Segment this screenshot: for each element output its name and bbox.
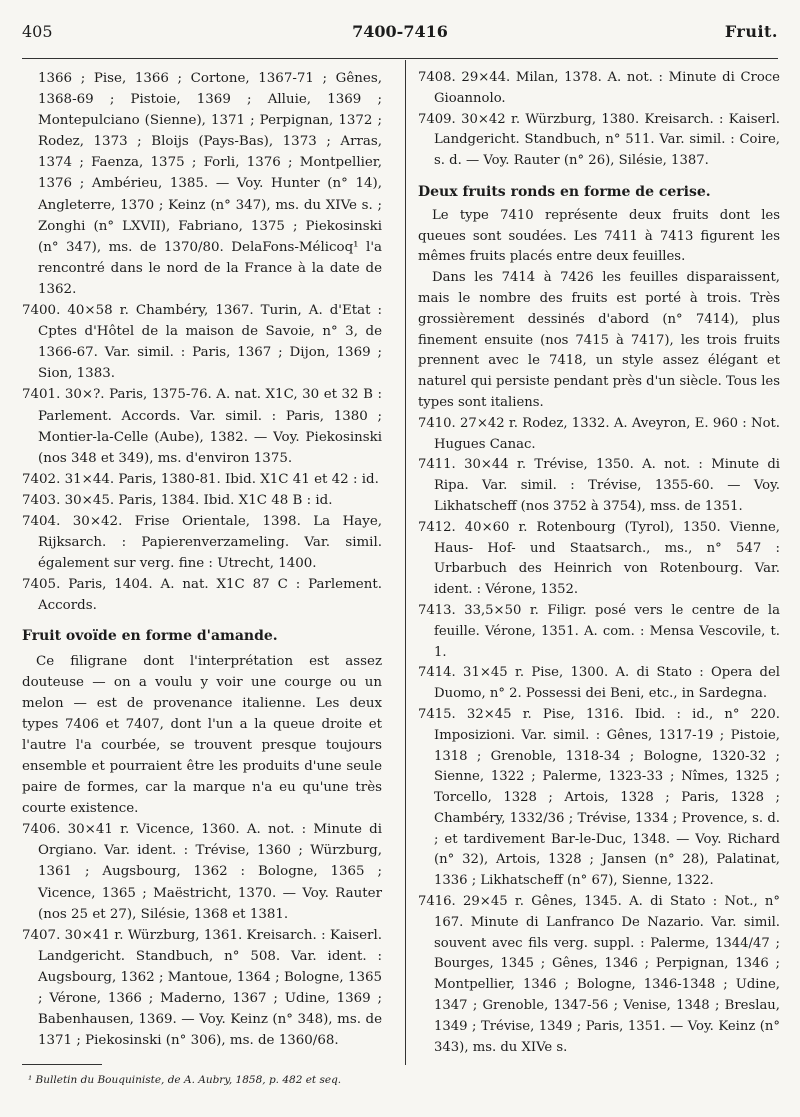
footnote-rule (22, 1064, 102, 1065)
entry-7406: 7406. 30×41 r. Vicence, 1360. A. not. : Minute di Orgiano. Var. ident. : Trévise, 1360 ; Würzburg, 1361 ; Augsbourg, 1362 : Bologne, 1365 ; Vicence, 1365 ; Maëstricht, 1370. — Voy. Rauter (nos 25 et 27), Silésie, 1368 et 1381. (22, 822, 382, 922)
left-column (22, 68, 382, 1051)
entry-7400: 7400. 40×58 r. Chambéry, 1367. Turin, A. d'Etat : Cptes d'Hôtel de la maison de Savoie, n° 3, de 1366-67. Var. simil. : Paris, 1367 ; Dijon, 1369 ; Sion, 1383. (22, 303, 382, 382)
entry-range: 7400-7416 (352, 22, 448, 41)
header-rule (22, 58, 778, 59)
entry-7415: 7415. 32×45 r. Pise, 1316. Ibid. : id., n° 220. Imposizioni. Var. simil. : Gênes, 1317-19 ; Pistoie, 1318 ; Grenoble, 1318-34 ; Bologne, 1320-32 ; Sienne, 1322 ; Palerme, 1323-33 ; Nîmes, 1325 ; Torcello, 1328 ; Artois, 1328 ; Paris, 1328 ; Chambéry, 1332/36 ; Trévise, 1334 ; Provence, s. d. ; et tardivement Bar-le-Duc, 1348. — Voy. Richard (n° 32), Artois, 1328 ; Jansen (n° 28), Palatinat, 1336 ; Likhatscheff (n° 67), Sienne, 1322. (418, 706, 780, 889)
continuation-text: 1366 ; Pise, 1366 ; Cortone, 1367-71 ; Gênes, 1368-69 ; Pistoie, 1369 ; Alluie, 1369 ; Montepulciano (Sienne), 1371 ; Perpignan, 1372 ; Rodez, 1373 ; Bloijs (Pays-Bas), 1373 ; Arras, 1374 ; Faenza, 1375 ; Forli, 1376 ; Montpellier, 1376 ; Ambérieu, 1385. — Voy. Hunter (n° 14), Angleterre, 1370 ; Keinz (n° 347), ms. du XIVe s. ; Zonghi (n° LXVII), Fabriano, 1375 ; Piekosinski (n° 347), ms. de 1370/80. DelaFons-Mélicoq¹ l'a rencontré dans le nord de la France à la date de 1362. (38, 71, 382, 297)
intro-paragraph-cherry-2: Dans les 7414 à 7426 les feuilles disparaissent, mais le nombre des fruits est porté à trois. Très grossièrement dessinés d'abord (n° 7414), plus finement ensuite (nos 7415 à 7417), les trois fruits prennent avec le 7418, un style assez élégant et naturel qui persiste pendant près d'un siècle. Tous les types sont italiens. (418, 270, 780, 410)
entry-7412: 7412. 40×60 r. Rotenbourg (Tyrol), 1350. Vienne, Haus- Hof- und Staatsarch., ms., n° 547 : Urbarbuch des Heinrich von Rotenbourg. Var. ident. : Vérone, 1352. (418, 519, 780, 598)
section-title: Fruit. (724, 22, 778, 41)
right-column (418, 68, 780, 1058)
entry-7413: 7413. 33,5×50 r. Filigr. posé vers le centre de la feuille. Vérone, 1351. A. com. : Mensa Vescovile, t. 1. (418, 602, 780, 660)
entry-7401: 7401. 30×?. Paris, 1375-76. A. nat. X1C, 30 et 32 B : Parlement. Accords. Var. simil. : Paris, 1380 ; Montier-la-Celle (Aube), 1382. — Voy. Piekosinski (nos 348 et 349), ms. d'environ 1375. (22, 387, 382, 466)
section-heading-cherry: Deux fruits ronds en forme de cerise. (418, 183, 711, 200)
entry-7405: 7405. Paris, 1404. A. nat. X1C 87 C : Parlement. Accords. (22, 577, 382, 614)
section-heading-almond: Fruit ovoïde en forme d'amande. (22, 628, 278, 645)
entry-7402: 7402. 31×44. Paris, 1380-81. Ibid. X1C 41 et 42 : id. (22, 471, 379, 487)
entry-7410: 7410. 27×42 r. Rodez, 1332. A. Aveyron, E. 960 : Not. Hugues Canac. (418, 415, 780, 452)
footnote: ¹ Bulletin du Bouquiniste, de A. Aubry, 1858, p. 482 et seq. (28, 1074, 342, 1086)
entry-7407: 7407. 30×41 r. Würzburg, 1361. Kreisarch. : Kaiserl. Landgericht. Standbuch, n° 508. Var. ident. : Augsbourg, 1362 ; Mantoue, 1364 ; Bologne, 1365 ; Vérone, 1366 ; Maderno, 1367 ; Udine, 1369 ; Babenhausen, 1369. — Voy. Keinz (n° 348), ms. de 1371 ; Piekosinski (n° 306), ms. de 1360/68. (22, 927, 382, 1049)
intro-paragraph-cherry-1: Le type 7410 représente deux fruits dont les queues sont soudées. Les 7411 à 7413 figurent les mêmes fruits placés entre deux feuilles. (418, 207, 780, 265)
page-header (22, 22, 778, 50)
entry-7408: 7408. 29×44. Milan, 1378. A. not. : Minute di Croce Gioannolo. (418, 70, 780, 106)
entry-7414: 7414. 31×45 r. Pise, 1300. A. di Stato : Opera del Duomo, n° 2. Possessi dei Beni, etc., in Sardegna. (418, 665, 780, 702)
entry-7403: 7403. 30×45. Paris, 1384. Ibid. X1C 48 B : id. (22, 492, 333, 508)
entry-7409: 7409. 30×42 r. Würzburg, 1380. Kreisarch. : Kaiserl. Landgericht. Standbuch, n° 511. Var. simil. : Coire, s. d. — Voy. Rauter (n° 26), Silésie, 1387. (418, 111, 780, 169)
entry-7404: 7404. 30×42. Frise Orientale, 1398. La Haye, Rijksarch. : Papierenverzameling. Var. simil. également sur verg. fine : Utrecht, 1400. (22, 513, 382, 572)
page-number: 405 (22, 22, 53, 41)
entry-7416: 7416. 29×45 r. Gênes, 1345. A. di Stato : Not., n° 167. Minute di Lanfranco De Nazario. Var. simil. souvent avec fils verg. suppl. : Palerme, 1344/47 ; Bourges, 1345 ; Gênes, 1346 ; Perpignan, 1346 ; Montpellier, 1346 ; Bologne, 1346-1348 ; Udine, 1347 ; Grenoble, 1347-56 ; Venise, 1348 ; Breslau, 1349 ; Trévise, 1349 ; Paris, 1351. — Voy. Keinz (n° 343), ms. du XIVe s. (418, 894, 780, 1055)
intro-paragraph-almond: Ce filigrane dont l'interprétation est assez douteuse — on a voulu y voir une courge ou un melon — est de provenance italienne. Les deux types 7406 et 7407, dont l'un a la queue droite et l'autre l'a courbée, se trouvent presque toujours ensemble et pourraient être les produits d'une seule paire de formes, car la marque n'a eu qu'une très courte existence. (22, 653, 382, 817)
entry-7411: 7411. 30×44 r. Trévise, 1350. A. not. : Minute di Ripa. Var. simil. : Trévise, 1355-60. — Voy. Likhatscheff (nos 3752 à 3754), mss. de 1351. (418, 457, 780, 514)
column-divider (405, 60, 406, 1065)
